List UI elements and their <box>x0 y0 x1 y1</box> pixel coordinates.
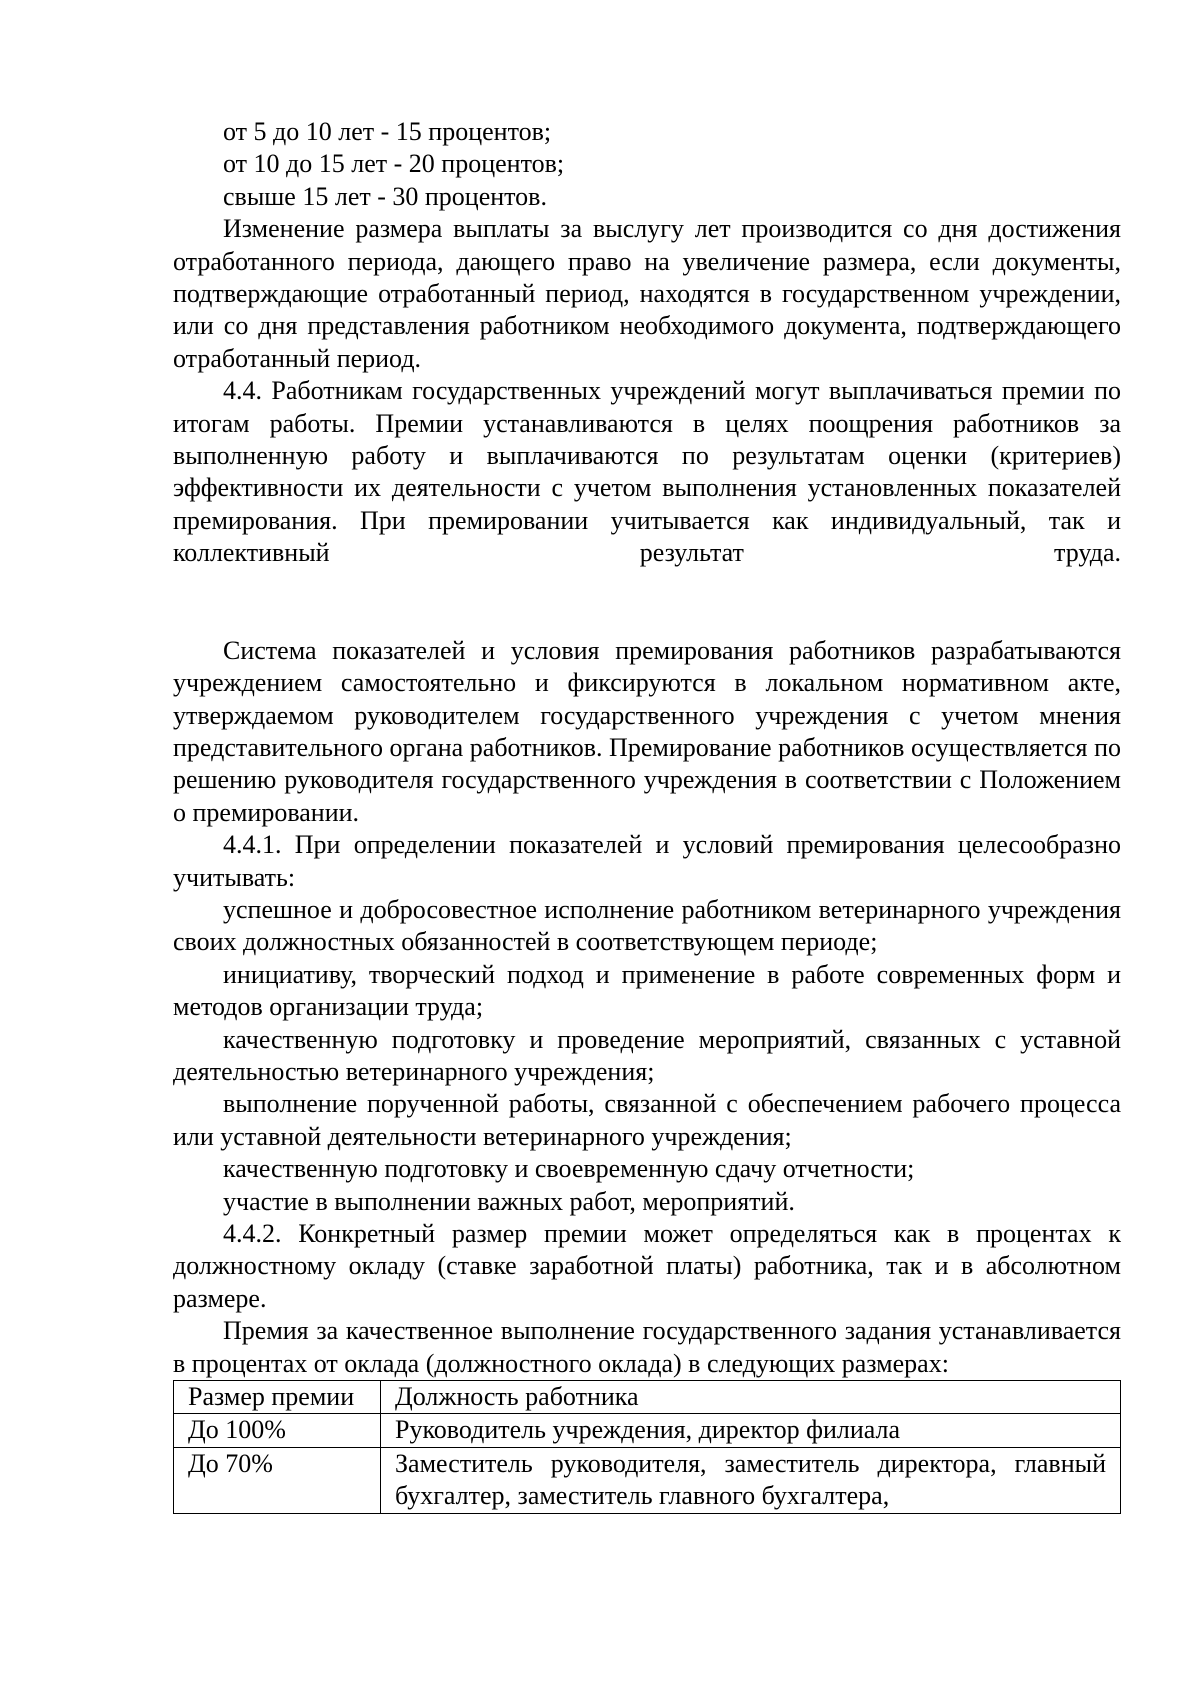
bonus-table <box>173 1380 1121 1514</box>
blank-gap <box>173 570 1121 635</box>
list-item-10-15-years: от 10 до 15 лет - 20 процентов; <box>223 149 565 179</box>
paragraph-payment-change: Изменение размера выплаты за выслугу лет производится со дня достижения отработанного периода, дающего право на увеличение размера, если документы, подтверждающие отработанный период, находятся в государственном учреждении, или со дня представления работником необходимого документа, подтверждающего отработанный период. <box>173 214 1121 373</box>
paragraph-bonus-system: Система показателей и условия премирования работников разрабатываются учреждением самостоятельно и фиксируются в локальном нормативном акте, утверждаемом руководителем государственного учреждения с учетом мнения представительного органа работников. Премирование работников осуществляется по решению руководителя государственного учреждения в соответствии с Положением о премировании. <box>173 635 1121 827</box>
table-cell-position: Заместитель руководителя, заместитель директора, главный бухгалтер, заместитель главного бухгалтера, <box>381 1447 1121 1513</box>
paragraph-4-4-2: 4.4.2. Конкретный размер премии может определяться как в процентах к должностному окладу (ставке заработной платы) работника, так и в абсолютном размере. <box>173 1219 1121 1313</box>
criteria-item-events: качественную подготовку и проведение мероприятий, связанных с уставной деятельностью ветеринарного учреждения; <box>173 1024 1121 1086</box>
table-row <box>174 1414 1121 1447</box>
paragraph-4-4-1: 4.4.1. При определении показателей и условий премирования целесообразно учитывать: <box>173 830 1121 892</box>
table-header-row <box>174 1381 1121 1414</box>
table-header-cell: Размер премии <box>174 1381 381 1414</box>
table-header-cell: Должность работника <box>381 1381 1121 1414</box>
document-body <box>173 116 1121 1514</box>
paragraph-state-task-bonus: Премия за качественное выполнение государственного задания устанавливается в процентах от оклада (должностного оклада) в следующих размерах: <box>173 1316 1121 1378</box>
criteria-item-diligent: успешное и добросовестное исполнение работником ветеринарного учреждения своих должностных обязанностей в соответствующем периоде; <box>173 894 1121 957</box>
table-cell-position: Руководитель учреждения, директор филиала <box>381 1414 1121 1447</box>
criteria-item-assigned-work: выполнение порученной работы, связанной с обеспечением рабочего процесса или уставной деятельности ветеринарного учреждения; <box>173 1089 1121 1151</box>
criteria-item-important-works: участие в выполнении важных работ, мероприятий. <box>223 1186 795 1216</box>
paragraph-4-4: 4.4. Работникам государственных учреждений могут выплачиваться премии по итогам работы. Премии устанавливаются в целях поощрения работников за выполненную работу и выплачиваются по результатам оценки (критериев) эффективности их деятельности с учетом выполнения установленных показателей премирования. При премировании учитывается как индивидуальный, так и коллективный результат труда. <box>173 376 1121 568</box>
table-cell-bonus-size: До 100% <box>174 1414 381 1447</box>
criteria-item-reporting: качественную подготовку и своевременную сдачу отчетности; <box>223 1154 915 1184</box>
criteria-item-initiative: инициативу, творческий подход и применение в работе современных форм и методов организации труда; <box>173 959 1121 1022</box>
list-item-over-15-years: свыше 15 лет - 30 процентов. <box>223 181 547 211</box>
table-row <box>174 1447 1121 1513</box>
list-item-5-10-years: от 5 до 10 лет - 15 процентов; <box>223 117 552 146</box>
table-cell-bonus-size: До 70% <box>174 1447 381 1513</box>
